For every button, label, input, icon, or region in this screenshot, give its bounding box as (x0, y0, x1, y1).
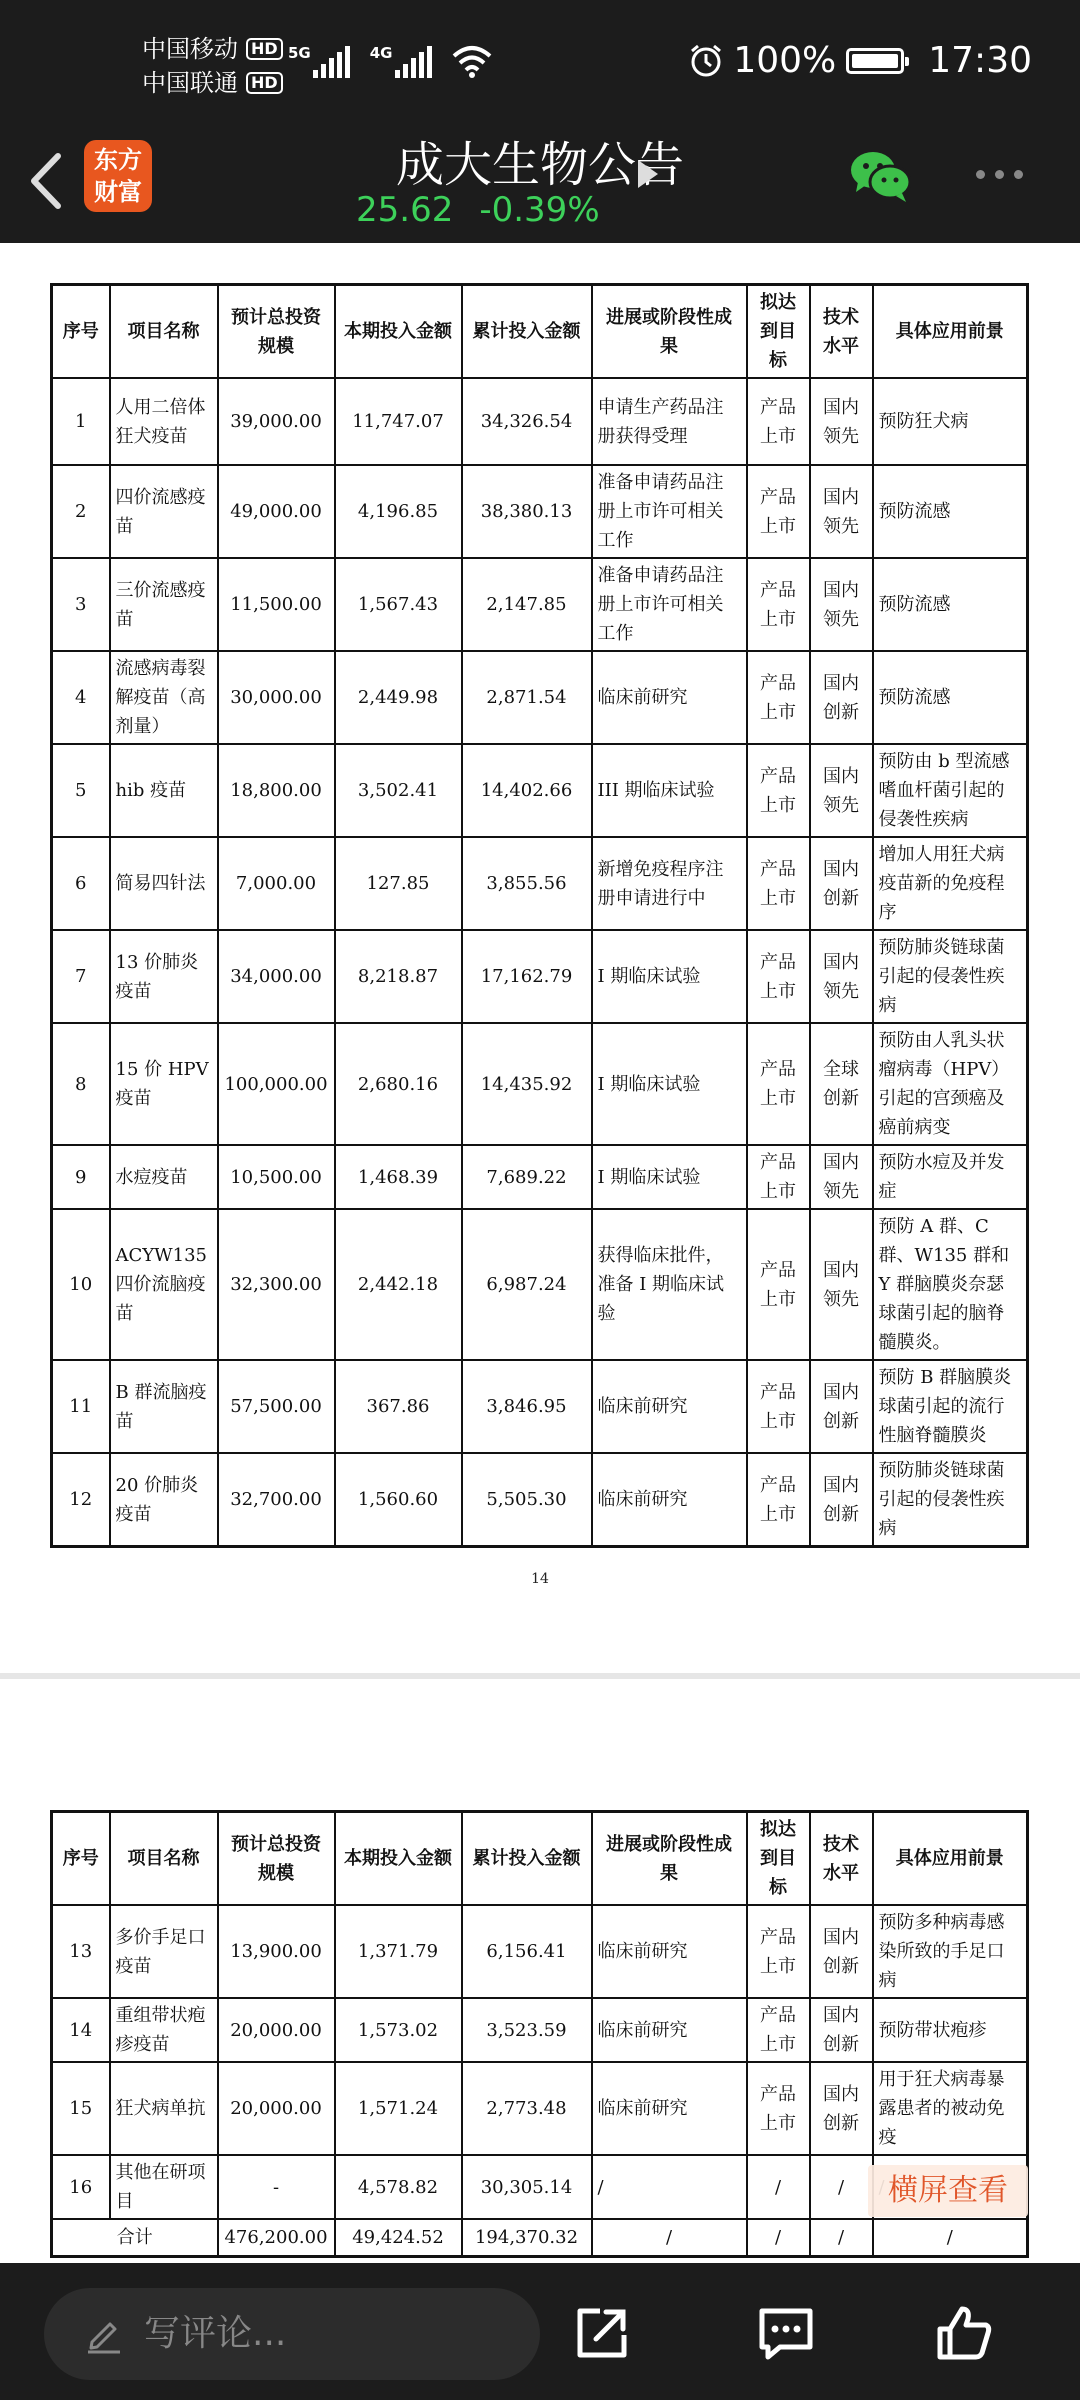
table-cell: 14 (52, 1998, 110, 2062)
table-cell: 预防由 b 型流感嗜血杆菌引起的侵袭性疾病 (873, 744, 1028, 837)
table-cell: 32,300.00 (218, 1209, 335, 1360)
table-row (52, 1023, 1028, 1145)
table-cell: - (218, 2155, 335, 2219)
table-cell: 18,800.00 (218, 744, 335, 837)
table-header-row (52, 1812, 1028, 1906)
table-row (52, 378, 1028, 465)
table-cell: 14,402.66 (462, 744, 592, 837)
table-cell: 57,500.00 (218, 1360, 335, 1453)
table-cell: 2,871.54 (462, 651, 592, 744)
clock: 17:30 (928, 40, 1032, 81)
table-cell: 产品上市 (747, 1453, 810, 1547)
table-cell: 全球创新 (810, 1023, 873, 1145)
table-cell: 3,846.95 (462, 1360, 592, 1453)
table-cell: 产品上市 (747, 837, 810, 930)
table-cell: I 期临床试验 (592, 1023, 747, 1145)
column-header: 技术水平 (810, 1812, 873, 1906)
column-header: 拟达到目标 (747, 285, 810, 379)
table-cell: 预防狂犬病 (873, 378, 1028, 465)
table-cell: 产品上市 (747, 1023, 810, 1145)
page-number: 14 (531, 1571, 549, 1587)
table-header-row (52, 285, 1028, 379)
table-cell: 32,700.00 (218, 1453, 335, 1547)
table-cell: 国内创新 (810, 1360, 873, 1453)
table-cell: 预防水痘及并发症 (873, 1145, 1028, 1209)
table-cell: 4,578.82 (335, 2155, 462, 2219)
table-cell: 2 (52, 465, 110, 558)
nav-bar (0, 130, 1080, 243)
battery-icon (846, 48, 904, 74)
table-cell: 临床前研究 (592, 1905, 747, 1998)
table-cell: 三价流感疫苗 (110, 558, 218, 651)
like-icon[interactable] (934, 2303, 994, 2363)
table-cell: 2,147.85 (462, 558, 592, 651)
table-cell: 增加人用狂犬病疫苗新的免疫程序 (873, 837, 1028, 930)
stock-change: -0.39% (479, 190, 600, 230)
wifi-icon (452, 44, 492, 78)
table-cell: 12 (52, 1453, 110, 1547)
table-row (52, 651, 1028, 744)
table-cell: 其他在研项目 (110, 2155, 218, 2219)
table-cell: 1,371.79 (335, 1905, 462, 1998)
table-cell: 4 (52, 651, 110, 744)
table-cell: 产品上市 (747, 1998, 810, 2062)
page-title: 成大生物公告 (395, 137, 684, 193)
table-cell: 20 价肺炎疫苗 (110, 1453, 218, 1547)
table-cell: 20,000.00 (218, 2062, 335, 2155)
table-cell: 预防流感 (873, 651, 1028, 744)
column-header: 具体应用前景 (873, 285, 1028, 379)
table-cell: 预防肺炎链球菌引起的侵袭性疾病 (873, 1453, 1028, 1547)
column-header: 拟达到目标 (747, 1812, 810, 1906)
table-cell: 476,200.00 (218, 2219, 335, 2256)
table-cell: / (873, 2219, 1028, 2256)
table-row (52, 1145, 1028, 1209)
table-cell: 1,468.39 (335, 1145, 462, 1209)
table-cell: 国内领先 (810, 1209, 873, 1360)
table-row (52, 465, 1028, 558)
table-cell: I 期临床试验 (592, 930, 747, 1023)
table-cell: 3,855.56 (462, 837, 592, 930)
table-cell: 准备申请药品注册上市许可相关工作 (592, 465, 747, 558)
signal-icon (313, 44, 350, 78)
table-cell: 6,987.24 (462, 1209, 592, 1360)
table-cell: 临床前研究 (592, 2062, 747, 2155)
table-cell: 产品上市 (747, 1905, 810, 1998)
table-cell: 11,500.00 (218, 558, 335, 651)
table-cell: 国内创新 (810, 837, 873, 930)
table-cell: 简易四针法 (110, 837, 218, 930)
table-cell: / (747, 2219, 810, 2256)
table-cell: 2,680.16 (335, 1023, 462, 1145)
table-cell: 13 价肺炎疫苗 (110, 930, 218, 1023)
table-cell: 新增免疫程序注册申请进行中 (592, 837, 747, 930)
table-cell: 15 价 HPV 疫苗 (110, 1023, 218, 1145)
table-cell: 34,326.54 (462, 378, 592, 465)
stock-quote (356, 190, 600, 230)
table-cell: 1,567.43 (335, 558, 462, 651)
table-cell: 4,196.85 (335, 465, 462, 558)
table-cell: 重组带状疱疹疫苗 (110, 1998, 218, 2062)
column-header: 具体应用前景 (873, 1812, 1028, 1906)
table-total-row (52, 2219, 1028, 2256)
table-cell: 30,305.14 (462, 2155, 592, 2219)
table-cell: 产品上市 (747, 1209, 810, 1360)
table-cell: 1,573.02 (335, 1998, 462, 2062)
table-cell: 国内领先 (810, 930, 873, 1023)
table-cell: 国内创新 (810, 1998, 873, 2062)
table-cell: 预防流感 (873, 465, 1028, 558)
table-cell: 人用二倍体狂犬疫苗 (110, 378, 218, 465)
table-cell: 临床前研究 (592, 1998, 747, 2062)
table-cell: / (810, 2155, 873, 2219)
table-cell: 6,156.41 (462, 1905, 592, 1998)
table-cell: 国内创新 (810, 1453, 873, 1547)
table-cell: 8 (52, 1023, 110, 1145)
hd-badge: HD (246, 38, 283, 60)
table-cell: 8,218.87 (335, 930, 462, 1023)
table-cell: 127.85 (335, 837, 462, 930)
table-cell: / (592, 2155, 747, 2219)
table-cell: 预防流感 (873, 558, 1028, 651)
table-cell: 7,000.00 (218, 837, 335, 930)
status-bar (0, 0, 1080, 130)
network-5g-label: 5G (288, 44, 311, 62)
table-cell: 预防多种病毒感染所致的手足口病 (873, 1905, 1028, 1998)
table-cell: 2,449.98 (335, 651, 462, 744)
table-cell: 产品上市 (747, 2062, 810, 2155)
landscape-view-button[interactable]: 横屏查看 (868, 2165, 1028, 2217)
table-cell: III 期临床试验 (592, 744, 747, 837)
table-cell: 7,689.22 (462, 1145, 592, 1209)
table-cell: / (747, 2155, 810, 2219)
stock-price: 25.62 (356, 190, 454, 230)
column-header: 项目名称 (110, 1812, 218, 1906)
table-cell: 3 (52, 558, 110, 651)
bottom-bar (0, 2263, 1080, 2400)
wechat-share-icon[interactable] (848, 148, 912, 204)
table-cell: 2,773.48 (462, 2062, 592, 2155)
signal-icon (395, 44, 432, 78)
table-cell: 国内领先 (810, 1145, 873, 1209)
table-cell: 194,370.32 (462, 2219, 592, 2256)
table-cell: 多价手足口疫苗 (110, 1905, 218, 1998)
table-cell: 国内创新 (810, 651, 873, 744)
carrier-1: 中国移动 (142, 35, 238, 63)
alarm-icon (689, 44, 723, 78)
table-cell: 国内领先 (810, 744, 873, 837)
table-cell: 流感病毒裂解疫苗（高剂量） (110, 651, 218, 744)
table-cell: 13 (52, 1905, 110, 1998)
comments-icon[interactable] (756, 2303, 816, 2363)
table-cell: 17,162.79 (462, 930, 592, 1023)
table-cell: 7 (52, 930, 110, 1023)
table-cell: 16 (52, 2155, 110, 2219)
table-row (52, 2062, 1028, 2155)
table-cell: 用于狂犬病毒暴露患者的被动免疫 (873, 2062, 1028, 2155)
table-cell: 预防带状疱疹 (873, 1998, 1028, 2062)
table-row (52, 837, 1028, 930)
table-cell: 国内领先 (810, 378, 873, 465)
comment-input[interactable] (44, 2288, 540, 2380)
expand-arrow-icon[interactable] (638, 160, 658, 188)
column-header: 进展或阶段性成果 (592, 1812, 747, 1906)
table-cell: 产品上市 (747, 378, 810, 465)
table-cell: 国内创新 (810, 1905, 873, 1998)
column-header: 技术水平 (810, 285, 873, 379)
table-cell: 11 (52, 1360, 110, 1453)
column-header: 预计总投资规模 (218, 285, 335, 379)
table-row (52, 1360, 1028, 1453)
column-header: 累计投入金额 (462, 285, 592, 379)
table-cell: 临床前研究 (592, 651, 747, 744)
table-cell: 1 (52, 378, 110, 465)
table-cell: 产品上市 (747, 744, 810, 837)
table-cell: 10,500.00 (218, 1145, 335, 1209)
column-header: 预计总投资规模 (218, 1812, 335, 1906)
table-cell: 临床前研究 (592, 1453, 747, 1547)
table-cell: 30,000.00 (218, 651, 335, 744)
table-cell: 预防肺炎链球菌引起的侵袭性疾病 (873, 930, 1028, 1023)
carrier-2: 中国联通 (142, 69, 238, 97)
table-row (52, 1998, 1028, 2062)
column-header: 序号 (52, 1812, 110, 1906)
table-cell: 1,560.60 (335, 1453, 462, 1547)
app-logo[interactable]: 东方 财富 (84, 140, 152, 212)
table-cell: 申请生产药品注册获得受理 (592, 378, 747, 465)
column-header: 累计投入金额 (462, 1812, 592, 1906)
table-cell: 367.86 (335, 1360, 462, 1453)
column-header: 本期投入金额 (335, 285, 462, 379)
table-cell: 国内创新 (810, 2062, 873, 2155)
table-cell: 1,571.24 (335, 2062, 462, 2155)
table-cell: 2,442.18 (335, 1209, 462, 1360)
table-cell: 38,380.13 (462, 465, 592, 558)
table-cell: 产品上市 (747, 465, 810, 558)
table-cell: 100,000.00 (218, 1023, 335, 1145)
column-header: 序号 (52, 285, 110, 379)
table-cell: 产品上市 (747, 651, 810, 744)
table-cell: 9 (52, 1145, 110, 1209)
table-cell: 临床前研究 (592, 1360, 747, 1453)
table-cell: 10 (52, 1209, 110, 1360)
table-cell: 狂犬病单抗 (110, 2062, 218, 2155)
table-cell: ACYW135 四价流脑疫苗 (110, 1209, 218, 1360)
table-cell: hib 疫苗 (110, 744, 218, 837)
pen-icon (84, 2314, 124, 2354)
table-cell: 国内领先 (810, 465, 873, 558)
table-cell: 34,000.00 (218, 930, 335, 1023)
table-cell: 13,900.00 (218, 1905, 335, 1998)
carrier-info (142, 32, 283, 100)
table-cell: 产品上市 (747, 558, 810, 651)
page-separator (0, 1673, 1080, 1679)
table-row (52, 1453, 1028, 1547)
column-header: 项目名称 (110, 285, 218, 379)
table-cell: 20,000.00 (218, 1998, 335, 2062)
table-row (52, 1209, 1028, 1360)
table-cell: 获得临床批件，准备 I 期临床试验 (592, 1209, 747, 1360)
table-cell: 预防由人乳头状瘤病毒（HPV）引起的宫颈癌及癌前病变 (873, 1023, 1028, 1145)
table-row (52, 744, 1028, 837)
table-cell: / (592, 2219, 747, 2256)
table-cell: B 群流脑疫苗 (110, 1360, 218, 1453)
table-cell: 11,747.07 (335, 378, 462, 465)
table-row (52, 930, 1028, 1023)
table-row (52, 558, 1028, 651)
table-cell: 预防 B 群脑膜炎球菌引起的流行性脑脊髓膜炎 (873, 1360, 1028, 1453)
signal-indicators (288, 44, 492, 78)
more-options-icon[interactable] (976, 170, 1023, 179)
table-cell: 49,000.00 (218, 465, 335, 558)
table-cell: 产品上市 (747, 1360, 810, 1453)
table-cell: 6 (52, 837, 110, 930)
status-right (689, 40, 1032, 81)
column-header: 进展或阶段性成果 (592, 285, 747, 379)
table-cell: 3,502.41 (335, 744, 462, 837)
table-cell: 准备申请药品注册上市许可相关工作 (592, 558, 747, 651)
comment-placeholder: 写评论... (144, 2313, 287, 2354)
document-view[interactable] (0, 243, 1080, 2263)
hd-badge: HD (246, 72, 283, 94)
table-cell: 49,424.52 (335, 2219, 462, 2256)
share-icon[interactable] (572, 2303, 632, 2363)
table-cell: 5,505.30 (462, 1453, 592, 1547)
table-cell: 产品上市 (747, 930, 810, 1023)
table-cell: 产品上市 (747, 1145, 810, 1209)
total-label: 合计 (52, 2219, 218, 2256)
table-cell: 5 (52, 744, 110, 837)
table-cell: 水痘疫苗 (110, 1145, 218, 1209)
table-cell: 国内领先 (810, 558, 873, 651)
table-cell: 14,435.92 (462, 1023, 592, 1145)
project-table-page1 (50, 283, 1029, 1548)
column-header: 本期投入金额 (335, 1812, 462, 1906)
table-cell: / (810, 2219, 873, 2256)
table-cell: 15 (52, 2062, 110, 2155)
battery-percent: 100% (733, 40, 837, 81)
table-cell: 预防 A 群、C 群、W135 群和 Y 群脑膜炎奈瑟球菌引起的脑脊髓膜炎。 (873, 1209, 1028, 1360)
network-4g-label: 4G (369, 44, 393, 62)
table-cell: 四价流感疫苗 (110, 465, 218, 558)
table-cell: 3,523.59 (462, 1998, 592, 2062)
table-cell: I 期临床试验 (592, 1145, 747, 1209)
table-cell: 39,000.00 (218, 378, 335, 465)
table-row (52, 1905, 1028, 1998)
